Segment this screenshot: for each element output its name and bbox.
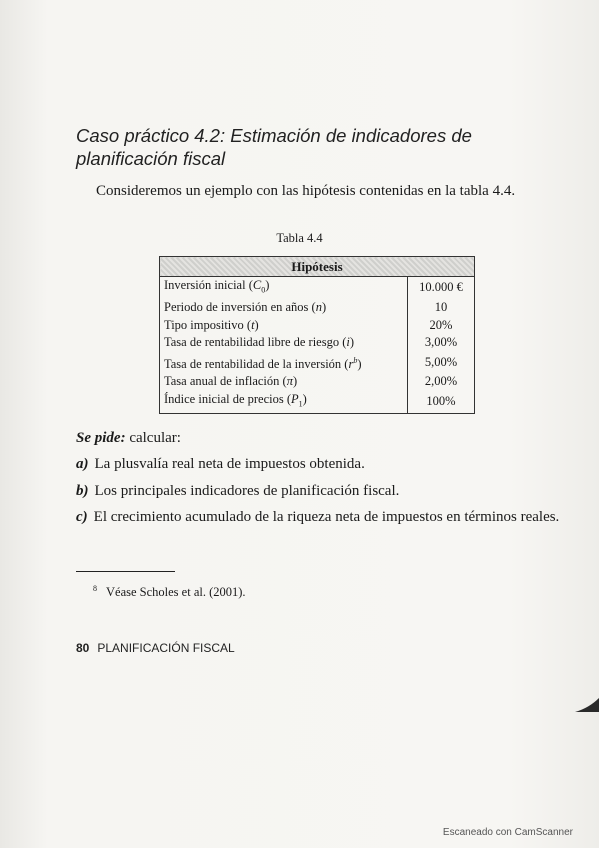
row-value: 100% xyxy=(408,391,475,414)
case-title-line-1: Caso práctico 4.2: Estimación de indicadores de xyxy=(76,125,472,146)
row-label: Periodo de inversión en años (n) xyxy=(160,299,408,317)
row-label: Tasa de rentabilidad de la inversión $(r^b)$ xyxy=(160,352,408,374)
page-footer xyxy=(76,641,235,655)
question-list xyxy=(76,456,559,536)
question-lead xyxy=(76,430,181,447)
table-row xyxy=(160,391,475,414)
table-row xyxy=(160,299,475,317)
row-label: Tasa anual de inflación (π) xyxy=(160,373,408,391)
page-curl-icon xyxy=(575,698,599,712)
running-title: PLANIFICACIÓN FISCAL xyxy=(97,641,235,655)
list-item xyxy=(76,509,559,536)
row-value: 5,00% xyxy=(408,352,475,374)
case-title xyxy=(76,124,536,170)
row-label: Inversión inicial $(C_0)$ xyxy=(160,277,408,300)
table-row xyxy=(160,373,475,391)
row-value: 10.000 € xyxy=(408,277,475,300)
table-header: Hipótesis xyxy=(160,257,475,277)
question-label: Se pide: xyxy=(76,430,126,446)
row-value: 3,00% xyxy=(408,334,475,352)
table-row xyxy=(160,317,475,335)
footnote-text: Véase Scholes et al. (2001). xyxy=(106,585,246,600)
row-value: 2,00% xyxy=(408,373,475,391)
item-text: La plusvalía real neta de impuestos obtenida. xyxy=(94,456,365,472)
list-item xyxy=(76,456,559,483)
table-body xyxy=(160,277,475,414)
row-value: 10 xyxy=(408,299,475,317)
row-label: Tipo impositivo (t) xyxy=(160,317,408,335)
hypotheses-table xyxy=(159,256,475,414)
table-row xyxy=(160,334,475,352)
scanner-watermark: Escaneado con CamScanner xyxy=(442,827,573,838)
question-text: calcular: xyxy=(129,430,181,446)
item-text: El crecimiento acumulado de la riqueza neta de impuestos en términos reales. xyxy=(93,509,560,525)
item-marker: a) xyxy=(76,456,89,472)
footnote xyxy=(93,584,246,600)
case-title-line-2: planificación fiscal xyxy=(76,148,226,169)
item-marker: c) xyxy=(76,509,88,525)
row-value: 20% xyxy=(408,317,475,335)
item-text: Los principales indicadores de planificación fiscal. xyxy=(94,482,400,499)
footnote-mark: 8 xyxy=(93,584,97,593)
table-row xyxy=(160,352,475,374)
row-label: Tasa de rentabilidad libre de riesgo (i) xyxy=(160,334,408,352)
footnote-rule xyxy=(76,571,175,572)
intro-paragraph: Consideremos un ejemplo con las hipótesis contenidas en la tabla 4.4. xyxy=(96,183,516,199)
row-label: Índice inicial de precios $(P_1)$ xyxy=(160,391,408,414)
item-marker: b) xyxy=(76,482,89,499)
page-number: 80 xyxy=(76,641,90,655)
list-item xyxy=(76,483,559,510)
table-row xyxy=(160,277,475,300)
table-caption: Tabla 4.4 xyxy=(276,231,323,245)
